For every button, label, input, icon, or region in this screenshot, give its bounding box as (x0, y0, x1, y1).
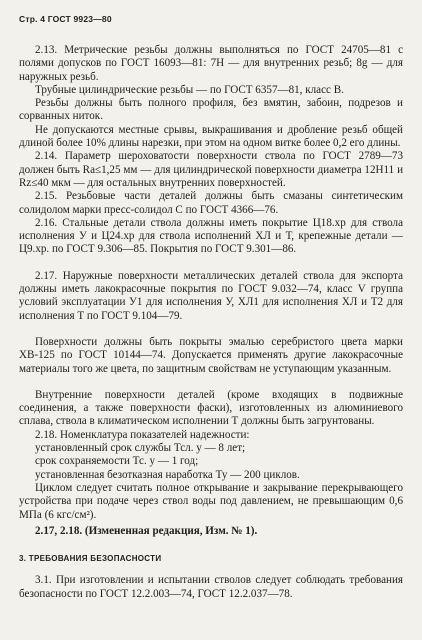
section-heading: 3. ТРЕБОВАНИЯ БЕЗОПАСНОСТИ (19, 554, 162, 564)
storage-life-item: срок сохраняемости Тс. у — 1 год; (35, 455, 199, 468)
clause-2-15: 2.15. Резьбовые части деталей должны быть смазаны синтетическим солидолом марки пресс-солидол С по ГОСТ 4366—76. (19, 190, 403, 216)
cycle-definition-paragraph: Циклом следует считать полное открывание и закрывание перекрывающего устройства при подаче через ствол воды под давлением, не превышающим 0,6 МПа (6 кгс/см²). (19, 481, 403, 521)
thread-defects-paragraph: Не допускаются местные срывы, выкрашивания и дробление резьб общей длиной более 10% длины нарезки, при этом на одном витке более 0,2 его длины. (19, 123, 403, 150)
page-header: Стр. 4 ГОСТ 9923—80 (19, 14, 112, 24)
document-body (19, 44, 403, 601)
primer-paragraph: Внутренние поверхности деталей (кроме входящих в подвижные соединения, а также поверхности фаски), изготовленных из алюминиевого сплава, ствола в климатическом исполнении Т должны быть загрунтованы. (19, 388, 403, 428)
thread-profile-paragraph: Резьбы должны быть полного профиля, без вмятин, забоин, подрезов и сорванных ниток. (19, 97, 403, 123)
clause-2-18: 2.18. Номенклатура показателей надежности: (35, 428, 250, 441)
amendment-note: 2.17, 2.18. (Измененная редакция, Изм. № 1). (35, 524, 258, 537)
clause-2-17: 2.17. Наружные поверхности металлических деталей ствола для экспорта должны иметь лакокрасочные покрытия по ГОСТ 9.032—74, класс V группа условий эксплуатации У1 для исполнения У, ХЛ1 для исполнения ХЛ и Т2 для исполнения Т по ГОСТ 9.104—79. (19, 269, 403, 322)
enamel-paragraph: Поверхности должны быть покрыты эмалью серебристого цвета марки ХВ-125 по ГОСТ 10144—74. Допускается применять другие лакокрасочные материалы того же цвета, по защитным свойствам не уступающим указанным. (19, 335, 403, 375)
clause-3-1: 3.1. При изготовлении и испытании стволов следует соблюдать требования безопасности по ГОСТ 12.2.003—74, ГОСТ 12.2.037—78. (19, 574, 403, 600)
clause-2-16: 2.16. Стальные детали ствола должны иметь покрытие Ц18.хр для ствола исполнения У и Ц24.хр для ствола исполнений ХЛ и Т, крепежные детали — Ц9.хр. по ГОСТ 9.306—85. Покрытия по ГОСТ 9.301—86. (19, 216, 403, 256)
clause-2-14: 2.14. Параметр шероховатости поверхности ствола по ГОСТ 2789—73 должен быть Ra≤1,25 мм — для цилиндрической поверхности диаметра 12Н11 и Rz≤40 мкм — для остальных внутренних поверхностей. (19, 150, 403, 189)
service-life-item: установленный срок службы Тсл. у — 8 лет; (35, 442, 246, 455)
failure-free-item: установленная безотказная наработка Ту — 200 циклов. (35, 468, 300, 481)
pipe-thread-paragraph: Трубные цилиндрические резьбы — по ГОСТ 6357—81, класс В. (35, 83, 344, 96)
clause-2-13: 2.13. Метрические резьбы должны выполняться по ГОСТ 24705—81 с полями допусков по ГОСТ 16093—81: 7Н — для внутренних резьб; 8g — для наружных резьб. (19, 44, 403, 83)
